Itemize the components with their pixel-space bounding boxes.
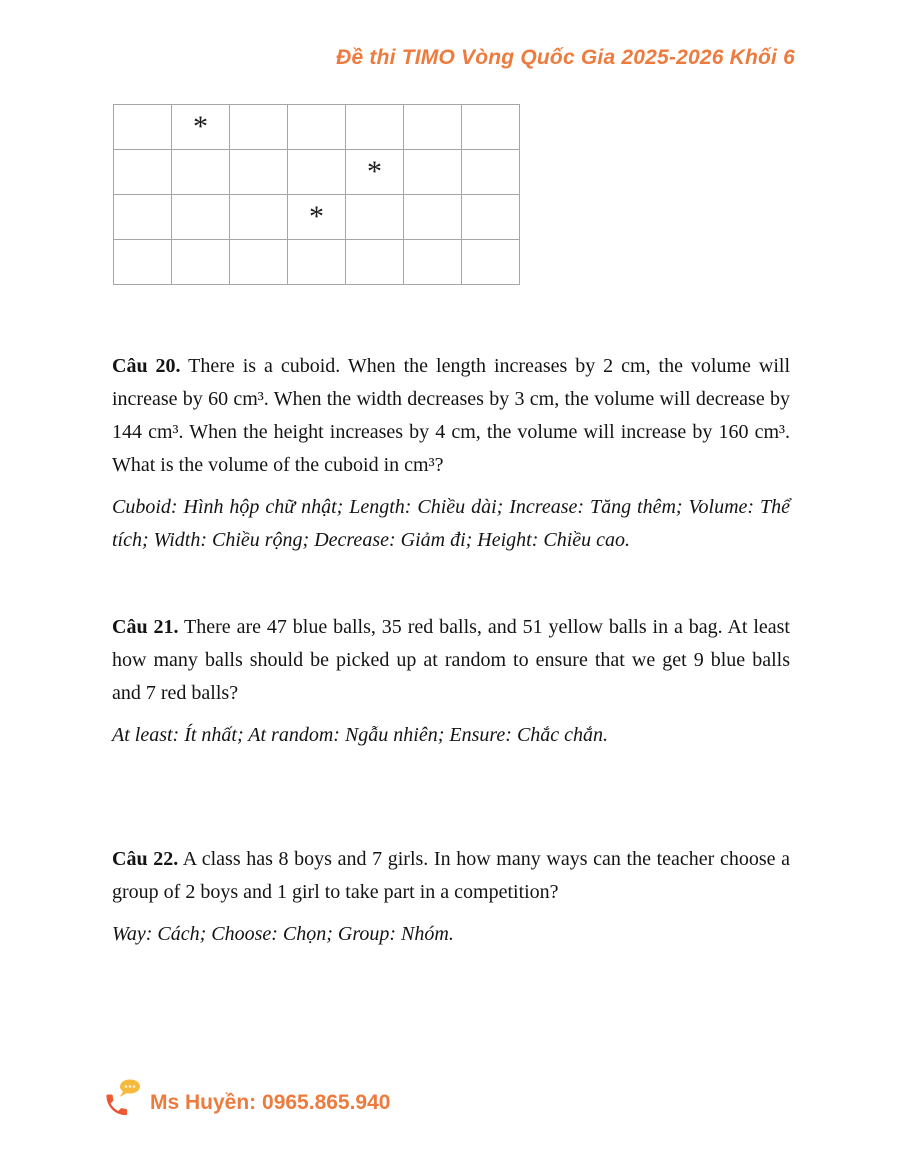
grid-cell (288, 240, 346, 285)
grid-cell (462, 150, 520, 195)
grid-cell (230, 195, 288, 240)
asterisk-mark: * (367, 155, 382, 188)
grid-cell (404, 150, 462, 195)
grid-cell (114, 240, 172, 285)
grid-cell (462, 105, 520, 150)
grid-cell (288, 195, 346, 240)
answer-grid (113, 104, 520, 285)
grid-cell (114, 105, 172, 150)
question-text: There is a cuboid. When the length increases by 2 cm, the volume will increase by 60 cm³. When the width decreases by 3 cm, the volume will decrease by 144 cm³. When the height increases by 4 cm, the volume will increase by 160 cm³. What is the volume of the cuboid in cm³? (112, 355, 790, 476)
glossary-text: Cuboid: Hình hộp chữ nhật; Length: Chiều dài; Increase: Tăng thêm; Volume: Thể tích; Width: Chiều rộng; Decrease: Giảm đi; Height: Chiều cao. (112, 496, 790, 551)
grid-cell (230, 150, 288, 195)
contact-text: Ms Huyền: 0965.865.940 (150, 1091, 391, 1114)
question-text: There are 47 blue balls, 35 red balls, and 51 yellow balls in a bag. At least how many balls should be picked up at random to ensure that we get 9 blue balls and 7 red balls? (112, 616, 790, 704)
grid-cell (346, 150, 404, 195)
grid-cell (288, 105, 346, 150)
glossary-text: Way: Cách; Choose: Chọn; Group: Nhóm. (112, 923, 454, 945)
grid-cell (172, 105, 230, 150)
grid-cell (346, 105, 404, 150)
grid-cell (404, 240, 462, 285)
question-21 (112, 611, 790, 752)
grid-cell (114, 150, 172, 195)
grid-cell (230, 240, 288, 285)
question-paragraph (112, 611, 790, 710)
question-label: Câu 21. (112, 616, 179, 638)
grid-cell (288, 150, 346, 195)
question-label: Câu 20. (112, 355, 181, 377)
grid-cell (346, 240, 404, 285)
grid-cell (346, 195, 404, 240)
asterisk-mark: * (193, 110, 208, 143)
question-22 (112, 843, 790, 951)
grid-cell (172, 195, 230, 240)
grid-cell (462, 240, 520, 285)
grid-cell (114, 195, 172, 240)
page-title: Đề thi TIMO Vòng Quốc Gia 2025-2026 Khối 6 (336, 46, 795, 69)
question-text: A class has 8 boys and 7 girls. In how many ways can the teacher choose a group of 2 boys and 1 girl to take part in a competition? (112, 848, 790, 903)
grid-cell (172, 240, 230, 285)
grid-cell (404, 195, 462, 240)
question-paragraph (112, 350, 790, 482)
question-label: Câu 22. (112, 848, 179, 870)
grid-cell (404, 105, 462, 150)
glossary-text: At least: Ít nhất; At random: Ngẫu nhiên; Ensure: Chắc chắn. (112, 724, 609, 746)
chat-bubble-icon (120, 1080, 141, 1098)
question-20 (112, 350, 790, 557)
contact-footer (104, 1078, 390, 1120)
phone-with-chat-bubble-icon (104, 1078, 144, 1120)
asterisk-mark: * (309, 200, 324, 233)
grid-cell (230, 105, 288, 150)
grid-cell (462, 195, 520, 240)
phone-handset-icon (106, 1094, 127, 1115)
grid-cell (172, 150, 230, 195)
question-paragraph (112, 843, 790, 909)
